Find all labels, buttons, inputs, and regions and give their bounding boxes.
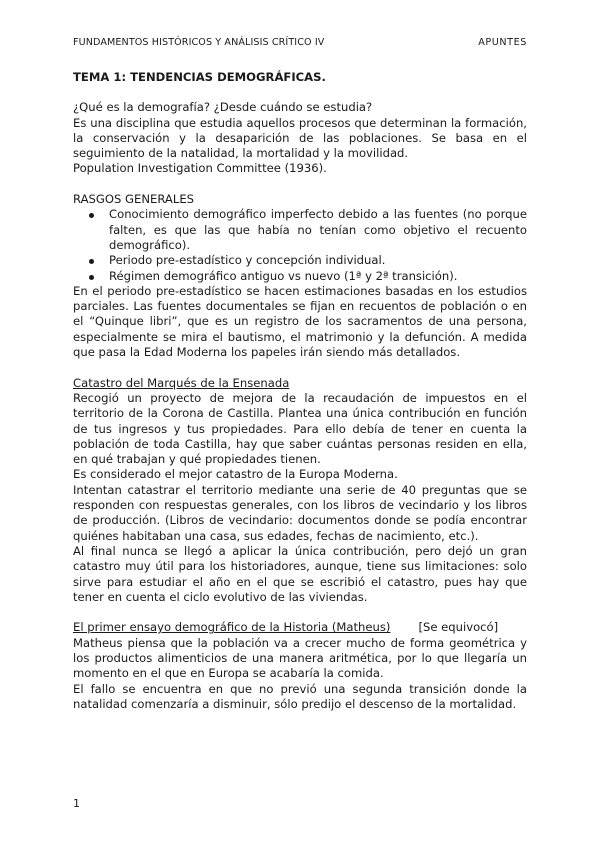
course-title: FUNDAMENTOS HISTÓRICOS Y ANÁLISIS CRÍTICO IV [73, 37, 325, 48]
rasgos-paragraph: En el periodo pre-estadístico se hacen estimaciones basadas en los estudios parciales. Las fuentes documentales se fijan en recuentos de población o en el “Quinque libri”, que es un registro de los sacramentos de una persona, especialmente se mira el bautismo, el matrimonio y la defunción. A medida que pasa la Edad Moderna los papeles irán siendo más detallados. [73, 283, 527, 360]
matheus-note: [Se equivocó] [418, 620, 499, 635]
notes-label: APUNTES [478, 37, 527, 48]
catastro-heading: Catastro del Marqués de la Ensenada [73, 375, 290, 390]
rasgos-list [73, 207, 527, 283]
catastro-paragraph-3: Intentan catastrar el territorio mediante una serie de 40 preguntas que se responden con respuestas generales, con los libros de vecindario y los libros de producción. (Libros de vecindario: documentos donde se podía encontrar quiénes habitaban una casa, sus edades, fechas de nacimiento, etc.). [73, 482, 527, 543]
rasgos-heading: RASGOS GENERALES [73, 192, 194, 207]
intro-definition: Es una disciplina que estudia aquellos procesos que determinan la formación, la conservación y la desaparición de las poblaciones. Se basa en el seguimiento de la natalidad, la mortalidad y la movilidad. [73, 115, 527, 161]
matheus-paragraph-2: El fallo se encuentra en que no previó una segunda transición donde la natalidad comenzaría a disminuir, sólo predijo el descenso de la mortalidad. [73, 681, 527, 711]
list-item: Conocimiento demográfico imperfecto debido a las fuentes (no porque falten, es que las que había no tenían como objetivo el recuento demográfico). [109, 207, 527, 252]
intro-question: ¿Qué es la demografía? ¿Desde cuándo se estudia? [73, 100, 373, 115]
page-number: 1 [73, 797, 80, 810]
catastro-paragraph-1: Recogió un proyecto de mejora de la recaudación de impuestos en el territorio de la Corona de Castilla. Plantea una única contribución en función de tus ingresos y tus propiedades. Para ello debía de tener en cuenta la población de toda Castilla, hay que saber cuántas personas residen en ella, en qué trabajan y qué propiedades tienen. [73, 390, 527, 467]
list-item: Periodo pre-estadístico y concepción individual. [109, 253, 527, 268]
intro-committee: Population Investigation Committee (1936). [73, 161, 327, 176]
spacer [73, 177, 527, 192]
matheus-heading: El primer ensayo demográfico de la Historia (Matheus) [73, 620, 391, 635]
matheus-heading-line [73, 620, 527, 635]
matheus-paragraph-1: Matheus piensa que la población va a crecer mucho de forma geométrica y los productos alimenticios de una manera aritmética, por lo que llegaría un momento en el que en Europa se acabaría la comida. [73, 635, 527, 681]
list-item: Régimen demográfico antiguo vs nuevo (1ª y 2ª transición). [109, 269, 527, 284]
catastro-paragraph-2: Es considerado el mejor catastro de la Europa Moderna. [73, 467, 398, 482]
spacer [73, 360, 527, 375]
topic-title: TEMA 1: TENDENCIAS DEMOGRÁFICAS. [73, 70, 326, 84]
spacer [73, 605, 527, 620]
page-header [73, 37, 527, 51]
document-body [73, 70, 527, 712]
catastro-paragraph-4: Al final nunca se llegó a aplicar la única contribución, pero dejó un gran catastro muy útil para los historiadores, aunque, tiene sus limitaciones: solo sirve para estudiar el año en el que se escribió el catastro, pues hay que tener en cuenta el ciclo evolutivo de las viviendas. [73, 543, 527, 604]
